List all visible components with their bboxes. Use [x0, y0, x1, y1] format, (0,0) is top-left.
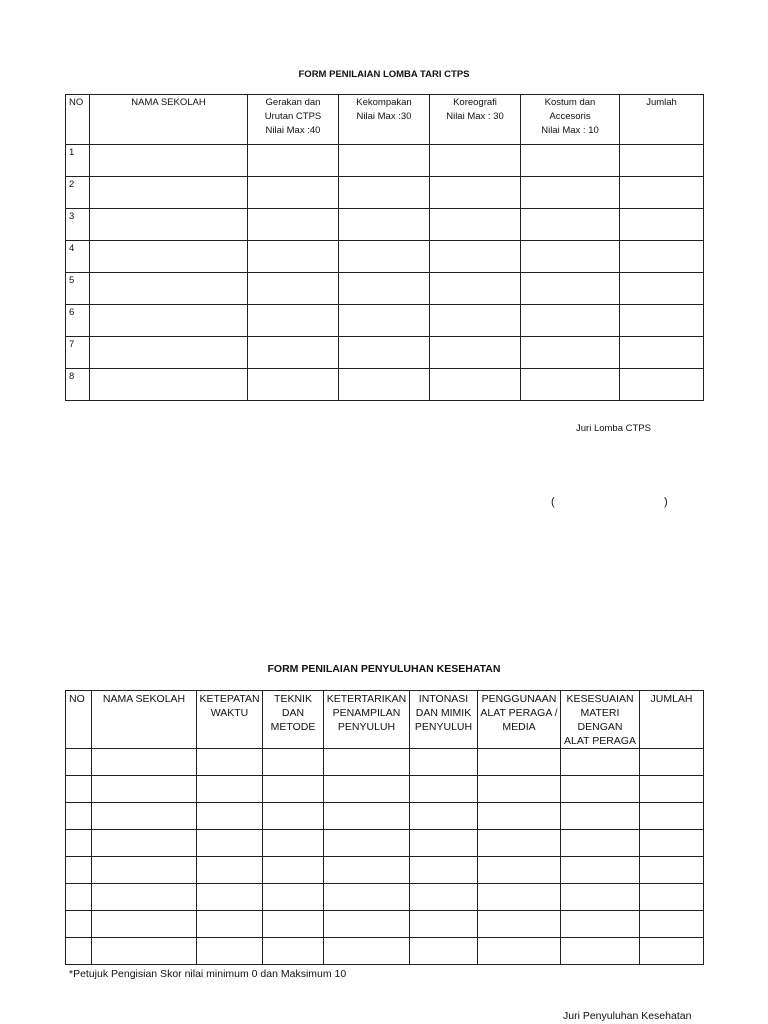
score-cell[interactable]: [197, 749, 263, 776]
score-cell[interactable]: [620, 337, 704, 369]
form1-signature-label: Juri Lomba CTPS: [576, 423, 651, 434]
score-cell[interactable]: [263, 749, 324, 776]
score-cell[interactable]: [248, 305, 339, 337]
score-cell[interactable]: [561, 830, 640, 857]
score-cell[interactable]: [248, 145, 339, 177]
score-cell[interactable]: [263, 776, 324, 803]
form2-title: FORM PENILAIAN PENYULUHAN KESEHATAN: [267, 663, 501, 675]
score-cell[interactable]: [521, 369, 620, 401]
table-row: [66, 273, 704, 305]
score-cell[interactable]: [66, 857, 92, 884]
score-cell[interactable]: [92, 830, 197, 857]
header-penggunaan: PENGGUNAAN ALAT PERAGA / MEDIA: [478, 691, 561, 749]
score-cell[interactable]: [640, 803, 704, 830]
table-row: [66, 749, 704, 776]
row-number: 6: [66, 305, 90, 337]
score-cell[interactable]: [640, 911, 704, 938]
form1-score-table: [65, 94, 704, 401]
score-cell[interactable]: [620, 305, 704, 337]
score-cell[interactable]: [263, 938, 324, 965]
table-row: [66, 241, 704, 273]
score-cell[interactable]: [620, 273, 704, 305]
table-row: [66, 337, 704, 369]
score-cell[interactable]: [324, 749, 410, 776]
score-cell[interactable]: [339, 209, 430, 241]
score-cell[interactable]: [324, 776, 410, 803]
header-ketertarikan: KETERTARIKAN PENAMPILAN PENYULUH: [324, 691, 410, 749]
score-cell[interactable]: [478, 776, 561, 803]
score-cell[interactable]: [640, 857, 704, 884]
score-cell[interactable]: [521, 145, 620, 177]
score-cell[interactable]: [478, 803, 561, 830]
score-cell[interactable]: [561, 884, 640, 911]
score-cell[interactable]: [92, 884, 197, 911]
score-cell[interactable]: [339, 337, 430, 369]
score-cell[interactable]: [410, 749, 478, 776]
score-cell[interactable]: [90, 177, 248, 209]
score-cell[interactable]: [521, 177, 620, 209]
score-cell[interactable]: [324, 857, 410, 884]
score-cell[interactable]: [561, 911, 640, 938]
score-cell[interactable]: [410, 938, 478, 965]
score-cell[interactable]: [324, 803, 410, 830]
score-cell[interactable]: [521, 337, 620, 369]
score-cell[interactable]: [640, 776, 704, 803]
score-cell[interactable]: [92, 911, 197, 938]
header-ketepatan-waktu: KETEPATAN WAKTU: [197, 691, 263, 749]
header-no: NO: [66, 95, 90, 145]
score-cell[interactable]: [620, 241, 704, 273]
score-cell[interactable]: [430, 177, 521, 209]
header-jumlah: Jumlah: [620, 95, 704, 145]
row-number: 7: [66, 337, 90, 369]
score-cell[interactable]: [430, 337, 521, 369]
score-cell[interactable]: [339, 305, 430, 337]
score-cell[interactable]: [92, 749, 197, 776]
score-cell[interactable]: [248, 273, 339, 305]
score-cell[interactable]: [197, 803, 263, 830]
table-row: [66, 830, 704, 857]
score-cell[interactable]: [90, 305, 248, 337]
score-cell[interactable]: [521, 241, 620, 273]
score-cell[interactable]: [478, 830, 561, 857]
score-cell[interactable]: [561, 749, 640, 776]
score-cell[interactable]: [90, 209, 248, 241]
signature-paren-close: ): [664, 496, 668, 508]
score-cell[interactable]: [410, 803, 478, 830]
score-cell[interactable]: [430, 145, 521, 177]
header-nama-sekolah: NAMA SEKOLAH: [90, 95, 248, 145]
score-cell[interactable]: [263, 884, 324, 911]
score-cell[interactable]: [478, 911, 561, 938]
table-row: [66, 803, 704, 830]
row-number: 1: [66, 145, 90, 177]
score-cell[interactable]: [197, 830, 263, 857]
score-cell[interactable]: [561, 776, 640, 803]
score-cell[interactable]: [430, 241, 521, 273]
score-cell[interactable]: [620, 145, 704, 177]
score-cell[interactable]: [339, 241, 430, 273]
table-row: [66, 177, 704, 209]
score-cell[interactable]: [248, 337, 339, 369]
score-cell[interactable]: [620, 209, 704, 241]
score-cell[interactable]: [90, 337, 248, 369]
form2-signature-label: Juri Penyuluhan Kesehatan: [563, 1010, 692, 1022]
score-cell[interactable]: [478, 857, 561, 884]
row-number: 5: [66, 273, 90, 305]
score-cell[interactable]: [339, 177, 430, 209]
score-cell[interactable]: [90, 369, 248, 401]
score-cell[interactable]: [263, 911, 324, 938]
header-koreografi: Koreografi Nilai Max : 30: [430, 95, 521, 145]
score-cell[interactable]: [324, 911, 410, 938]
score-cell[interactable]: [66, 776, 92, 803]
score-cell[interactable]: [90, 145, 248, 177]
score-cell[interactable]: [66, 830, 92, 857]
score-cell[interactable]: [430, 273, 521, 305]
score-cell[interactable]: [66, 749, 92, 776]
score-cell[interactable]: [324, 830, 410, 857]
score-cell[interactable]: [430, 305, 521, 337]
row-number: 3: [66, 209, 90, 241]
score-cell[interactable]: [561, 803, 640, 830]
header-jumlah: JUMLAH: [640, 691, 704, 749]
score-cell[interactable]: [410, 911, 478, 938]
score-cell[interactable]: [478, 938, 561, 965]
score-cell[interactable]: [620, 369, 704, 401]
table-row: [66, 145, 704, 177]
table-row: [66, 911, 704, 938]
score-cell[interactable]: [263, 803, 324, 830]
score-cell[interactable]: [521, 273, 620, 305]
score-cell[interactable]: [410, 857, 478, 884]
score-cell[interactable]: [640, 938, 704, 965]
score-cell[interactable]: [197, 776, 263, 803]
scoring-instruction-note: *Petujuk Pengisian Skor nilai minimum 0 dan Maksimum 10: [69, 968, 347, 980]
score-cell[interactable]: [66, 803, 92, 830]
score-cell[interactable]: [640, 749, 704, 776]
table-row: [66, 776, 704, 803]
score-cell[interactable]: [92, 938, 197, 965]
score-cell[interactable]: [339, 145, 430, 177]
score-cell[interactable]: [430, 369, 521, 401]
table-row: [66, 209, 704, 241]
row-number: 2: [66, 177, 90, 209]
score-cell[interactable]: [92, 857, 197, 884]
score-cell[interactable]: [197, 884, 263, 911]
form2-score-table: [65, 690, 704, 965]
form1-header-row: [66, 95, 704, 145]
score-cell[interactable]: [410, 884, 478, 911]
header-kesesuaian: KESESUAIAN MATERI DENGAN ALAT PERAGA: [561, 691, 640, 749]
score-cell[interactable]: [620, 177, 704, 209]
table-row: [66, 884, 704, 911]
score-cell[interactable]: [263, 857, 324, 884]
header-gerakan: Gerakan dan Urutan CTPS Nilai Max :40: [248, 95, 339, 145]
score-cell[interactable]: [324, 884, 410, 911]
row-number: 8: [66, 369, 90, 401]
score-cell[interactable]: [478, 884, 561, 911]
form2-header-row: [66, 691, 704, 749]
header-kekompakan: Kekompakan Nilai Max :30: [339, 95, 430, 145]
table-row: [66, 369, 704, 401]
score-cell[interactable]: [197, 857, 263, 884]
score-cell[interactable]: [561, 857, 640, 884]
score-cell[interactable]: [197, 911, 263, 938]
header-nama-sekolah: NAMA SEKOLAH: [92, 691, 197, 749]
form1-title: FORM PENILAIAN LOMBA TARI CTPS: [298, 69, 470, 80]
header-intonasi: INTONASI DAN MIMIK PENYULUH: [410, 691, 478, 749]
score-cell[interactable]: [197, 938, 263, 965]
score-cell[interactable]: [90, 273, 248, 305]
score-cell[interactable]: [339, 369, 430, 401]
table-row: [66, 938, 704, 965]
score-cell[interactable]: [430, 209, 521, 241]
score-cell[interactable]: [66, 884, 92, 911]
score-cell[interactable]: [521, 209, 620, 241]
score-cell[interactable]: [248, 241, 339, 273]
row-number: 4: [66, 241, 90, 273]
score-cell[interactable]: [92, 776, 197, 803]
score-cell[interactable]: [410, 830, 478, 857]
score-cell[interactable]: [478, 749, 561, 776]
score-cell[interactable]: [248, 209, 339, 241]
score-cell[interactable]: [66, 911, 92, 938]
header-kostum: Kostum dan Accesoris Nilai Max : 10: [521, 95, 620, 145]
signature-paren-open: (: [551, 496, 555, 508]
score-cell[interactable]: [410, 776, 478, 803]
score-cell[interactable]: [640, 830, 704, 857]
score-cell[interactable]: [248, 369, 339, 401]
score-cell[interactable]: [561, 938, 640, 965]
score-cell[interactable]: [66, 938, 92, 965]
score-cell[interactable]: [90, 241, 248, 273]
score-cell[interactable]: [92, 803, 197, 830]
table-row: [66, 305, 704, 337]
header-teknik-metode: TEKNIK DAN METODE: [263, 691, 324, 749]
score-cell[interactable]: [248, 177, 339, 209]
score-cell[interactable]: [521, 305, 620, 337]
score-cell[interactable]: [324, 938, 410, 965]
score-cell[interactable]: [339, 273, 430, 305]
header-no: NO: [66, 691, 92, 749]
table-row: [66, 857, 704, 884]
score-cell[interactable]: [640, 884, 704, 911]
score-cell[interactable]: [263, 830, 324, 857]
